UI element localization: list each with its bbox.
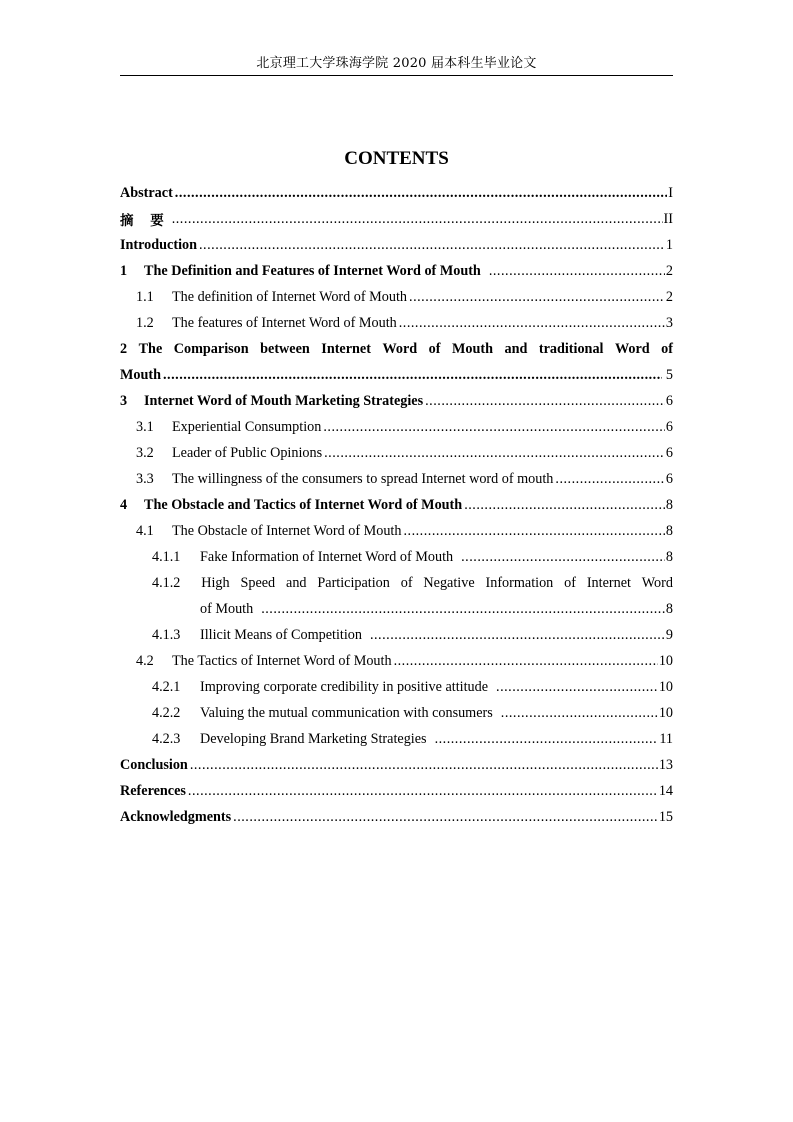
leader-dots — [555, 471, 665, 488]
leader-dots — [172, 211, 663, 228]
toc-entry-references[interactable] — [120, 778, 673, 804]
toc-entry-section-4-1-2[interactable] — [120, 570, 673, 622]
toc-entry-section-4-1[interactable] — [120, 518, 673, 544]
leader-dots — [394, 653, 658, 670]
toc-word: The — [138, 340, 163, 357]
toc-entry-label: References — [120, 782, 186, 799]
toc-entry-introduction[interactable] — [120, 232, 673, 258]
toc-entry-label: Internet Word of Mouth Marketing Strategies — [144, 392, 424, 409]
toc-word: Participation — [317, 574, 390, 591]
toc-entry-label: Acknowledgments — [120, 808, 232, 825]
toc-entry-number: 1.2 — [136, 314, 154, 331]
toc-entry-number: 4.1.2 — [152, 574, 181, 591]
toc-entry-label: The Obstacle and Tactics of Internet Word of Mouth — [144, 496, 463, 513]
running-header: 北京理工大学珠海学院 2020 届本科生毕业论文 — [256, 56, 537, 71]
toc-word: Word — [614, 340, 650, 357]
toc-entry-label-line1 — [120, 570, 673, 596]
leader-dots — [163, 367, 662, 384]
toc-page-number: 6 — [665, 418, 673, 435]
toc-entry-number: 4.2.3 — [152, 730, 181, 747]
toc-entry-section-4-2[interactable] — [120, 648, 673, 674]
toc-entry-number: 3.3 — [136, 470, 154, 487]
toc-entry-label: Fake Information of Internet Word of Mouth — [200, 548, 454, 565]
toc-entry-number: 1 — [120, 262, 128, 279]
toc-entry-section-4-1-3[interactable] — [120, 622, 673, 648]
toc-entry-label-line1 — [120, 336, 673, 362]
leader-dots — [233, 809, 658, 826]
toc-word: between — [260, 340, 310, 357]
leader-dots — [261, 601, 665, 618]
toc-entry-chapter-2[interactable] — [120, 336, 673, 388]
toc-page-number: 1 — [665, 236, 673, 253]
toc-word: Internet — [586, 574, 631, 591]
toc-page-number: 3 — [665, 314, 673, 331]
toc-word: of — [661, 340, 673, 357]
toc-page-number: 2 — [665, 262, 673, 279]
toc-entry-number: 4.1.3 — [152, 626, 181, 643]
toc-word: and — [286, 574, 307, 591]
toc-word: and — [504, 340, 528, 357]
toc-page-number: 10 — [658, 704, 673, 721]
leader-dots — [425, 393, 665, 410]
toc-page-number: 8 — [665, 496, 673, 513]
toc-entry-number: 4.2.2 — [152, 704, 181, 721]
toc-entry-label: Leader of Public Opinions — [172, 444, 323, 461]
toc-entry-number: 4.1 — [136, 522, 154, 539]
toc-entry-number: 1.1 — [136, 288, 154, 305]
toc-entry-label: Developing Brand Marketing Strategies — [200, 730, 427, 747]
toc-entry-label: Conclusion — [120, 756, 188, 773]
toc-entry-label: The Tactics of Internet Word of Mouth — [172, 652, 392, 669]
leader-dots — [403, 523, 664, 540]
table-of-contents — [120, 180, 673, 830]
toc-entry-chinese-abstract[interactable] — [120, 206, 673, 232]
toc-entry-section-3-1[interactable] — [120, 414, 673, 440]
toc-word: Word — [641, 574, 673, 591]
toc-word: Word — [382, 340, 418, 357]
toc-entry-section-4-2-3[interactable] — [120, 726, 673, 752]
toc-page-number: 8 — [665, 600, 673, 617]
toc-entry-label: The definition of Internet Word of Mouth — [172, 288, 408, 305]
toc-page-number: 8 — [665, 522, 673, 539]
toc-entry-label: Abstract — [120, 184, 173, 201]
toc-entry-number: 4.1.1 — [152, 548, 181, 565]
toc-entry-number: 4.2.1 — [152, 678, 181, 695]
toc-word: of — [564, 574, 576, 591]
toc-entry-acknowledgments[interactable] — [120, 804, 673, 830]
toc-word: Negative — [423, 574, 475, 591]
toc-page-number: II — [663, 210, 673, 227]
leader-dots — [489, 263, 665, 280]
toc-entry-label: Introduction — [120, 236, 197, 253]
toc-page-number: 6 — [665, 392, 673, 409]
toc-entry-section-1-2[interactable] — [120, 310, 673, 336]
toc-word: of — [428, 340, 441, 357]
toc-entry-number: 3.1 — [136, 418, 154, 435]
toc-entry-label: The Definition and Features of Internet Word of Mouth — [144, 262, 481, 279]
toc-page-number: 13 — [658, 756, 673, 773]
toc-entry-abstract[interactable] — [120, 180, 673, 206]
toc-entry-number: 3 — [120, 392, 128, 409]
toc-word: High — [201, 574, 230, 591]
leader-dots — [399, 315, 665, 332]
toc-word: of — [400, 574, 413, 591]
toc-entry-label: The Obstacle of Internet Word of Mouth — [172, 522, 402, 539]
toc-page-number: 2 — [665, 288, 673, 305]
toc-word: Information — [485, 574, 554, 591]
leader-dots — [496, 679, 658, 696]
toc-entry-section-3-3[interactable] — [120, 466, 673, 492]
toc-entry-label: The features of Internet Word of Mouth — [172, 314, 397, 331]
toc-page-number: 11 — [659, 730, 673, 747]
toc-page-number: 8 — [665, 548, 673, 565]
leader-dots — [188, 783, 658, 800]
toc-page-number: 10 — [658, 678, 673, 695]
toc-page-number: 15 — [658, 808, 673, 825]
toc-page-number: 14 — [658, 782, 673, 799]
toc-entry-number: 4 — [120, 496, 128, 513]
toc-word: traditional — [538, 340, 604, 357]
leader-dots — [461, 549, 665, 566]
header-rule — [120, 75, 673, 76]
leader-dots — [435, 731, 659, 748]
leader-dots — [409, 289, 665, 306]
toc-word: Speed — [240, 574, 276, 591]
toc-word: Mouth — [451, 340, 493, 357]
toc-entry-section-4-2-2[interactable] — [120, 700, 673, 726]
toc-entry-section-4-2-1[interactable] — [120, 674, 673, 700]
leader-dots — [464, 497, 665, 514]
toc-entry-label: Experiential Consumption — [172, 418, 322, 435]
leader-dots — [190, 757, 658, 774]
toc-entry-number: 2 — [120, 340, 128, 357]
toc-entry-label-line2: Mouth — [120, 366, 161, 383]
toc-entry-section-4-1-1[interactable] — [120, 544, 673, 570]
toc-entry-section-1-1[interactable] — [120, 284, 673, 310]
leader-dots — [199, 237, 665, 254]
leader-dots — [370, 627, 665, 644]
toc-word: Internet — [321, 340, 371, 357]
leader-dots — [323, 419, 665, 436]
toc-entry-label: Illicit Means of Competition — [200, 626, 362, 643]
toc-word: Comparison — [173, 340, 249, 357]
toc-entry-label: 摘 要 — [120, 213, 170, 229]
leader-dots — [175, 185, 667, 202]
toc-entry-conclusion[interactable] — [120, 752, 673, 778]
toc-entry-chapter-4[interactable] — [120, 492, 673, 518]
toc-entry-chapter-3[interactable] — [120, 388, 673, 414]
page-title: CONTENTS — [344, 148, 449, 169]
toc-page-number: 9 — [665, 626, 673, 643]
toc-page-number: 6 — [665, 470, 673, 487]
toc-page-number: I — [668, 184, 673, 201]
toc-entry-number: 3.2 — [136, 444, 154, 461]
toc-page-number: 5 — [665, 366, 673, 383]
toc-entry-chapter-1[interactable] — [120, 258, 673, 284]
toc-entry-label: The willingness of the consumers to spread Internet word of mouth — [172, 470, 554, 487]
toc-page-number: 6 — [665, 444, 673, 461]
toc-entry-label: Improving corporate credibility in positive attitude — [200, 678, 489, 695]
toc-entry-section-3-2[interactable] — [120, 440, 673, 466]
toc-entry-number: 4.2 — [136, 652, 154, 669]
toc-entry-label-line2: of Mouth — [200, 600, 254, 617]
leader-dots — [501, 705, 658, 722]
toc-entry-label: Valuing the mutual communication with consumers — [200, 704, 493, 721]
leader-dots — [324, 445, 665, 462]
toc-page-number: 10 — [658, 652, 673, 669]
